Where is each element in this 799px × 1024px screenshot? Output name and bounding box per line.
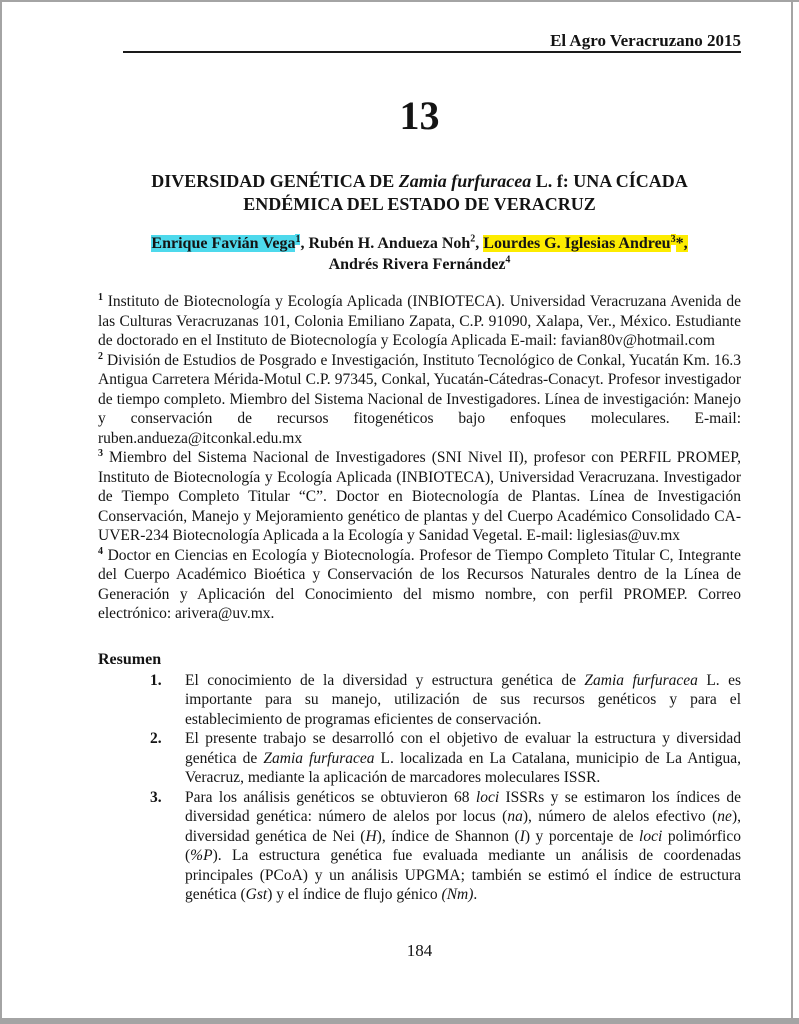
abstract-item xyxy=(98,788,741,905)
authors-line: Enrique Favián Vega$^1$, Rubén H. Andueza Noh$^2$, Lourdes G. Iglesias Andreu$^3$*, Andrés Rivera Fernández$^4$ xyxy=(151,233,688,273)
affiliation-2: $^2$ División de Estudios de Posgrado e Investigación, Instituto Tecnológico de Conkal, Yucatán Km. 16.3 Antigua Carretera Mérida-Motul C.P. 97345, Conkal, Yucatán-Cátedras-Conacyt. Profesor investigador de tiempo completo. Miembro del Sistema Nacional de Investigadores. Línea de investigación: Manejo y conservación de recursos fitogenéticos bajo enfoques moleculares. E-mail: ruben.andueza@itconkal.edu.mx xyxy=(98,350,741,447)
abstract-item-text: El conocimiento de la diversidad y estructura genética de Zamia furfuracea L. es importante para su manejo, utilización de sus recursos genéticos y para el establecimiento de programas eficientes de conservación. xyxy=(185,671,741,728)
abstract-item xyxy=(98,671,741,730)
journal-title: El Agro Veracruzano 2015 xyxy=(550,31,741,50)
scan-edge-right xyxy=(791,0,793,1024)
abstract-item-number: 1. xyxy=(150,671,162,689)
page-number: 184 xyxy=(406,941,433,960)
affiliations-block xyxy=(98,292,741,624)
abstract-item-number: 2. xyxy=(150,730,162,747)
scan-edge-left xyxy=(0,0,2,1024)
paper-title: DIVERSIDAD GENÉTICA DE Zamia furfuracea L. f: UNA CÍCADA ENDÉMICA DEL ESTADO DE VERACRUZ xyxy=(151,171,688,214)
abstract-list xyxy=(98,671,741,905)
affiliation-3: $^3$ Miembro del Sistema Nacional de Investigadores (SNI Nivel II), profesor con PERFIL PROMEP, Instituto de Biotecnología y Ecología Aplicada (INBIOTECA), Universidad Veracruzana. Investigador de Tiempo Completo Titular “C”. Doctor en Biotecnología de Plantas. Línea de Investigación Conservación, Manejo y Mejoramiento genético de plantas y del Cuerpo Académico Consolidado CA-UVER-234 Biotecnología Aplicada a la Ecología y Sanidad Vegetal. E-mail: liglesias@uv.mx xyxy=(98,447,741,544)
abstract-item-text: El presente trabajo se desarrolló con el objetivo de evaluar la estructura y diversidad genética de Zamia furfuracea L. localizada en La Catalana, municipio de La Antigua, Veracruz, mediante la aplicación de marcadores moleculares ISSR. xyxy=(185,730,742,786)
page-content xyxy=(98,0,741,905)
chapter-number: 13 xyxy=(399,93,440,138)
affiliation-1: $^1$ Instituto de Biotecnología y Ecología Aplicada (INBIOTECA). Universidad Veracruzana Avenida de las Culturas Veracruzanas 101, Colonia Emiliano Zapata, C.P. 91090, Xalapa, Ver., México. Estudiante de doctorado en el Instituto de Biotecnología y Ecología Aplicada E-mail: favian80v@hotmail.com xyxy=(98,291,741,349)
abstract-item-text: Para los análisis genéticos se obtuvieron 68 loci ISSRs y se estimaron los índices de diversidad genética: número de alelos por locus (na), número de alelos efectivo (ne), diversidad genética de Nei (H), índice de Shannon (I) y porcentaje de loci polimórfico (%P). La estructura genética fue evaluada mediante un análisis de coordenadas principales (PCoA) y un análisis UPGMA; también se estimó el índice de estructura genética (Gst) y el índice de flujo génico (Nm). xyxy=(185,788,741,903)
abstract-item-number: 3. xyxy=(150,788,162,806)
scan-edge-bottom xyxy=(0,1018,799,1024)
affiliation-4: $^4$ Doctor en Ciencias en Ecología y Biotecnología. Profesor de Tiempo Completo Titular C, Integrante del Cuerpo Académico Bioética y Conservación de los Recursos Naturales dentro de la Línea de Generación y Aplicación del Conocimiento del mismo nombre, con perfil PROMEP. Correo electrónico: arivera@uv.mx. xyxy=(98,545,741,622)
abstract-heading: Resumen xyxy=(98,650,162,668)
abstract-item xyxy=(98,729,741,788)
